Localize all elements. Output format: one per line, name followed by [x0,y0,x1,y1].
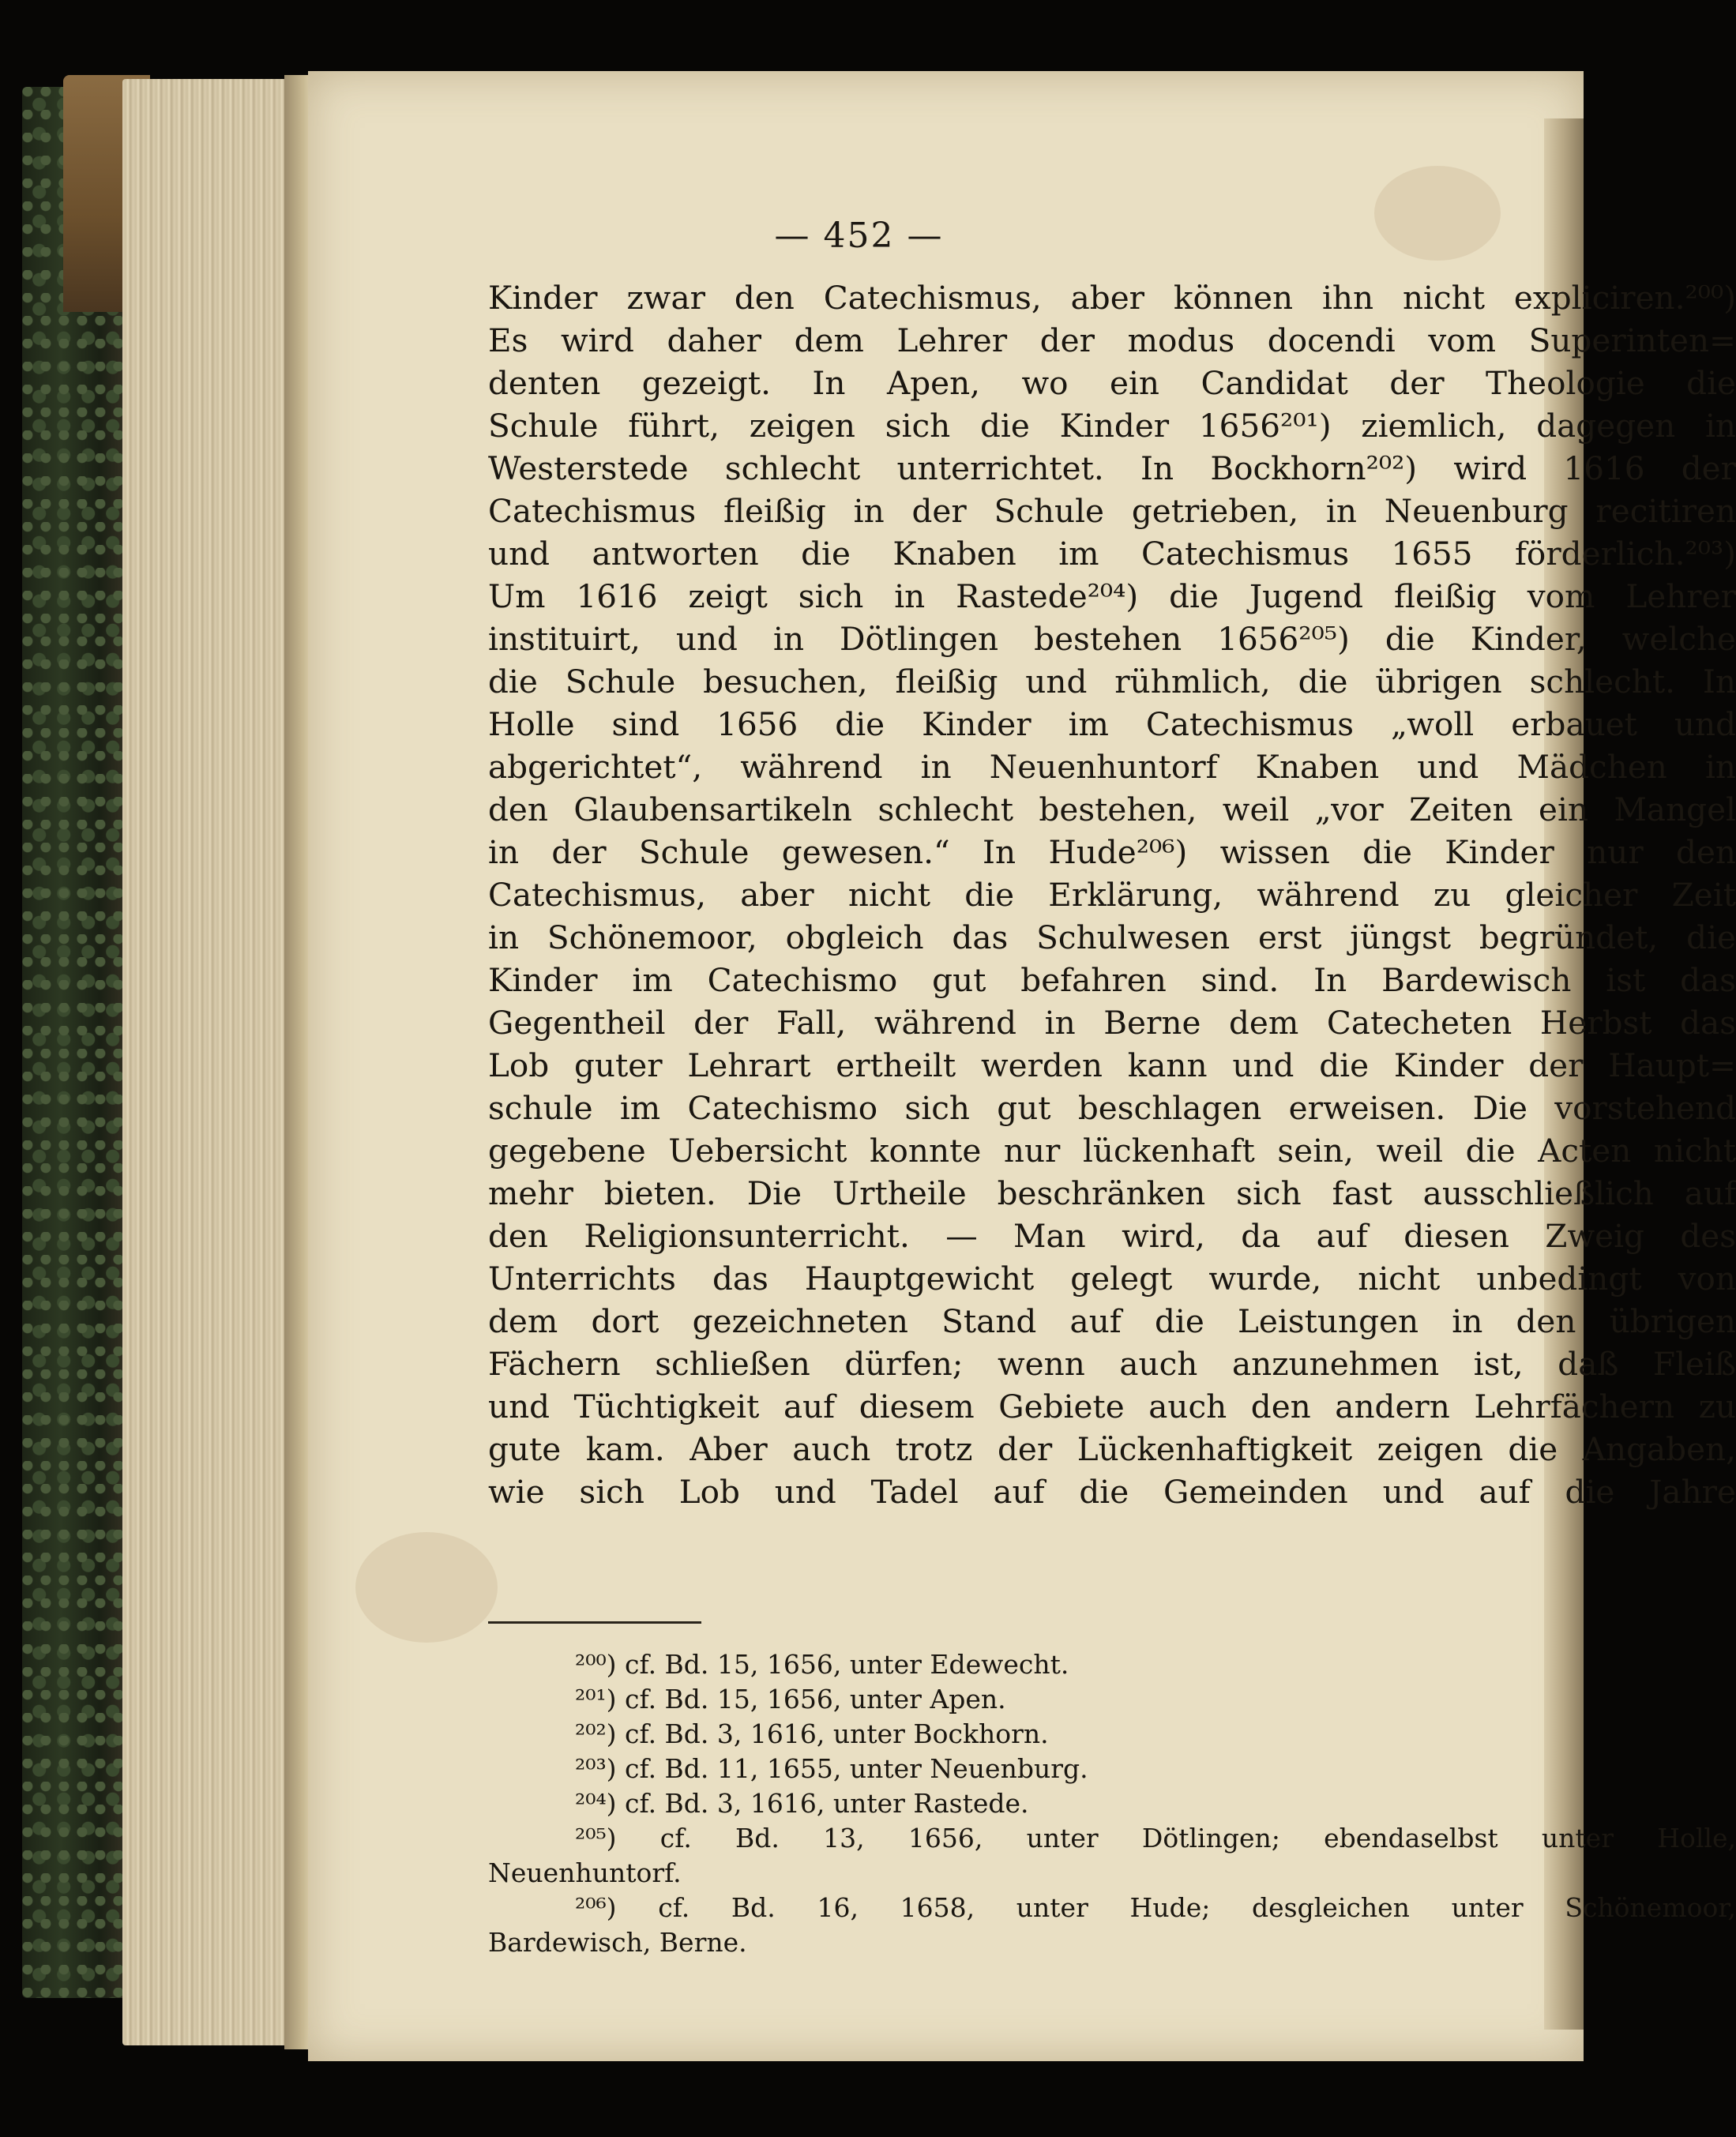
text-line: Um 1616 zeigt sich in Rastede²⁰⁴) die Jugend fleißig vom Lehrer [488,577,1736,615]
text-line: abgerichtet“, während in Neuenhuntorf Knaben und Mädchen in [488,748,1736,786]
text-line: schule im Catechismo sich gut beschlagen erweisen. Die vorstehend [488,1089,1736,1127]
text-line: gute kam. Aber auch trotz der Lückenhaftigkeit zeigen die Angaben, [488,1430,1736,1468]
text-line: dem dort gezeichneten Stand auf die Leistungen in den übrigen [488,1302,1736,1340]
footnote: ²⁰¹) cf. Bd. 15, 1656, unter Apen. [575,1684,1006,1714]
text-line: wie sich Lob und Tadel auf die Gemeinden und auf die Jahre [488,1473,1736,1511]
text-line: Lob guter Lehrart ertheilt werden kann und die Kinder der Haupt= [488,1046,1736,1084]
footnote: ²⁰²) cf. Bd. 3, 1616, unter Bockhorn. [575,1718,1049,1749]
footnote: ²⁰⁶) cf. Bd. 16, 1658, unter Hude; desgleichen unter Schönemoor, [575,1892,1736,1923]
text-line: Es wird daher dem Lehrer der modus docendi vom Superinten= [488,321,1736,359]
text-line: gegebene Uebersicht konnte nur lückenhaft sein, weil die Acten nicht [488,1132,1736,1170]
text-line: denten gezeigt. In Apen, wo ein Candidat der Theologie die [488,364,1736,402]
text-line: den Religionsunterricht. — Man wird, da auf diesen Zweig des [488,1217,1736,1255]
page-edges [122,79,292,2045]
text-line: und Tüchtigkeit auf diesem Gebiete auch den andern Lehrfächern zu [488,1388,1736,1425]
text-line: Kinder im Catechismo gut befahren sind. In Bardewisch ist das [488,961,1736,999]
text-line: in Schönemoor, obgleich das Schulwesen erst jüngst begründet, die [488,918,1736,956]
footnote: ²⁰⁴) cf. Bd. 3, 1616, unter Rastede. [575,1788,1029,1819]
text-line: Schule führt, zeigen sich die Kinder 1656²⁰¹) ziemlich, dagegen in [488,407,1736,445]
page-number: — 452 — [774,216,944,256]
text-line: mehr bieten. Die Urtheile beschränken sich fast ausschließlich auf [488,1174,1736,1212]
text-line: Catechismus fleißig in der Schule getrieben, in Neuenburg recitiren [488,492,1736,530]
text-line: Holle sind 1656 die Kinder im Catechismus „woll erbauet und [488,705,1736,743]
text-line: Kinder zwar den Catechismus, aber können ihn nicht expliciren.²⁰⁰) [488,279,1736,317]
book-cover-left [22,87,133,1998]
text-line: in der Schule gewesen.“ In Hude²⁰⁶) wissen die Kinder nur den [488,833,1736,871]
footnote: ²⁰⁵) cf. Bd. 13, 1656, unter Dötlingen; ebendaselbst unter Holle, [575,1823,1736,1853]
text-line: Westerstede schlecht unterrichtet. In Bockhorn²⁰²) wird 1616 der [488,449,1736,487]
footnote: ²⁰³) cf. Bd. 11, 1655, unter Neuenburg. [575,1753,1088,1784]
body-text [488,276,1736,1513]
footnote-continuation: Bardewisch, Berne. [488,1927,747,1958]
book-page [308,71,1736,2061]
text-line: Unterrichts das Hauptgewicht gelegt wurde, nicht unbedingt von [488,1260,1736,1298]
footnote: ²⁰⁰) cf. Bd. 15, 1656, unter Edewecht. [575,1649,1069,1680]
text-line: Fächern schließen dürfen; wenn auch anzunehmen ist, daß Fleiß [488,1345,1736,1383]
footnote-continuation: Neuenhuntorf. [488,1857,682,1888]
footnotes [488,1647,1736,1960]
paper-stain [355,1532,498,1643]
text-line: und antworten die Knaben im Catechismus 1655 förderlich.²⁰³) [488,535,1736,573]
text-line: Catechismus, aber nicht die Erklärung, während zu gleicher Zeit [488,876,1736,914]
text-line: die Schule besuchen, fleißig und rühmlich, die übrigen schlecht. In [488,663,1736,700]
text-line: den Glaubensartikeln schlecht bestehen, weil „vor Zeiten ein Mangel [488,791,1736,828]
footnote-rule [488,1621,701,1624]
text-line: Gegentheil der Fall, während in Berne dem Catecheten Herbst das [488,1004,1736,1042]
text-line: instituirt, und in Dötlingen bestehen 1656²⁰⁵) die Kinder, welche [488,620,1736,658]
